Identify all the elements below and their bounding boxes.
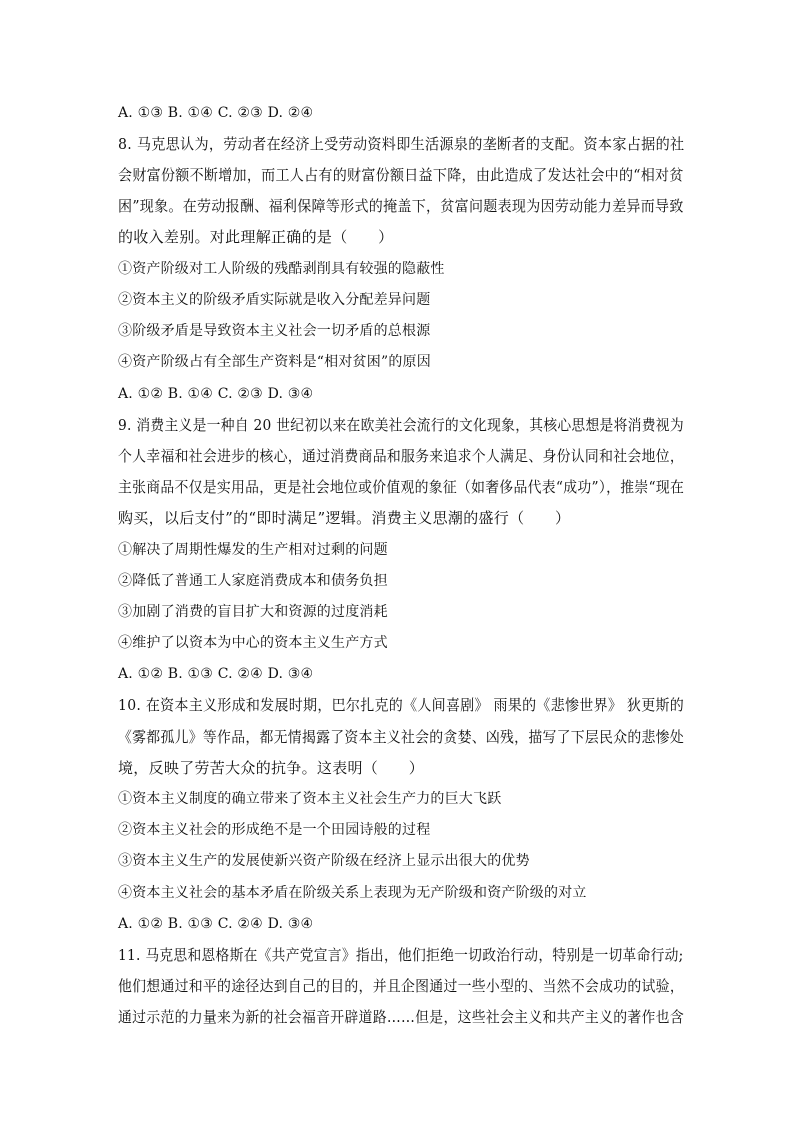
q9-option-3: ③加剧了消费的盲目扩大和资源的过度消耗: [118, 604, 388, 620]
q8-stem-line-3: 困”现象。在劳动报酬、福利保障等形式的掩盖下，贫富问题表现为因劳动能力差异而导致: [118, 197, 684, 215]
q11-stem-line-3: 通过示范的力量来为新的社会福音开辟道路……但是，这些社会主义和共产主义的著作也含: [118, 1008, 684, 1026]
q9-stem-line-3: 主张商品不仅是实用品，更是社会地位或价值观的象征（如奢侈品代表“成功”），推崇“现在: [118, 478, 685, 496]
q9-stem-line-1: 9. 消费主义是一种自 20 世纪初以来在欧美社会流行的文化现象，其核心思想是将消费视为: [118, 416, 684, 434]
q10-stem-line-1: 10. 在资本主义形成和发展时期，巴尔扎克的《人间喜剧》 雨果的《悲惨世界》 狄更斯的: [118, 696, 685, 714]
q10-stem-line-2: 《雾都孤儿》等作品，都无情揭露了资本主义社会的贪婪、凶残，描写了下层民众的悲惨处: [118, 728, 684, 746]
q10-option-1: ①资本主义制度的确立带来了资本主义社会生产力的巨大飞跃: [118, 791, 502, 807]
q9-option-2: ②降低了普通工人家庭消费成本和债务负担: [118, 573, 388, 589]
q8-stem-line-1: 8. 马克思认为，劳动者在经济上受劳动资料即生活源泉的垄断者的支配。资本家占据的社: [118, 135, 685, 153]
q10-answer-options: A. ①② B. ①③ C. ②④ D. ③④: [118, 916, 314, 932]
q8-option-3: ③阶级矛盾是导致资本主义社会一切矛盾的总根源: [118, 323, 431, 339]
q10-stem-line-3: 境，反映了劳苦大众的抗争。这表明（ ）: [118, 759, 425, 777]
q9-option-1: ①解决了周期性爆发的生产相对过剩的问题: [118, 542, 388, 558]
q8-answer-options: A. ①② B. ①④ C. ②③ D. ③④: [118, 386, 314, 402]
q8-stem-line-4: 的收入差别。对此理解正确的是（ ）: [118, 228, 394, 246]
q7-answer-options: A. ①③ B. ①④ C. ②③ D. ②④: [118, 105, 314, 121]
q11-stem-line-2: 他们想通过和平的途径达到自己的目的，并且企图通过一些小型的、当然不会成功的试验，: [118, 977, 684, 995]
q9-answer-options: A. ①② B. ①③ C. ②④ D. ③④: [118, 666, 314, 682]
q8-stem-line-2: 会财富份额不断增加，而工人占有的财富份额日益下降，由此造成了发达社会中的“相对贫: [118, 166, 684, 184]
q9-option-4: ④维护了以资本为中心的资本主义生产方式: [118, 635, 388, 651]
q10-option-3: ③资本主义生产的发展使新兴资产阶级在经济上显示出很大的优势: [118, 853, 530, 869]
q10-option-4: ④资本主义社会的基本矛盾在阶级关系上表现为无产阶级和资产阶级的对立: [118, 885, 587, 901]
q8-option-2: ②资本主义的阶级矛盾实际就是收入分配差异问题: [118, 292, 431, 308]
q9-stem-line-2: 个人幸福和社会进步的核心，通过消费商品和服务来追求个人满足、身份认同和社会地位，: [118, 447, 684, 465]
q10-option-2: ②资本主义社会的形成绝不是一个田园诗般的过程: [118, 822, 431, 838]
q8-option-1: ①资产阶级对工人阶级的残酷剥削具有较强的隐蔽性: [118, 261, 445, 277]
q11-stem-line-1: 11. 马克思和恩格斯在《共产党宣言》指出，他们拒绝一切政治行动，特别是一切革命行动;: [118, 946, 684, 964]
q8-option-4: ④资产阶级占有全部生产资料是“相对贫困”的原因: [118, 354, 431, 370]
q9-stem-line-4: 购买，以后支付”的“即时满足”逻辑。消费主义思潮的盛行（ ）: [118, 509, 571, 527]
